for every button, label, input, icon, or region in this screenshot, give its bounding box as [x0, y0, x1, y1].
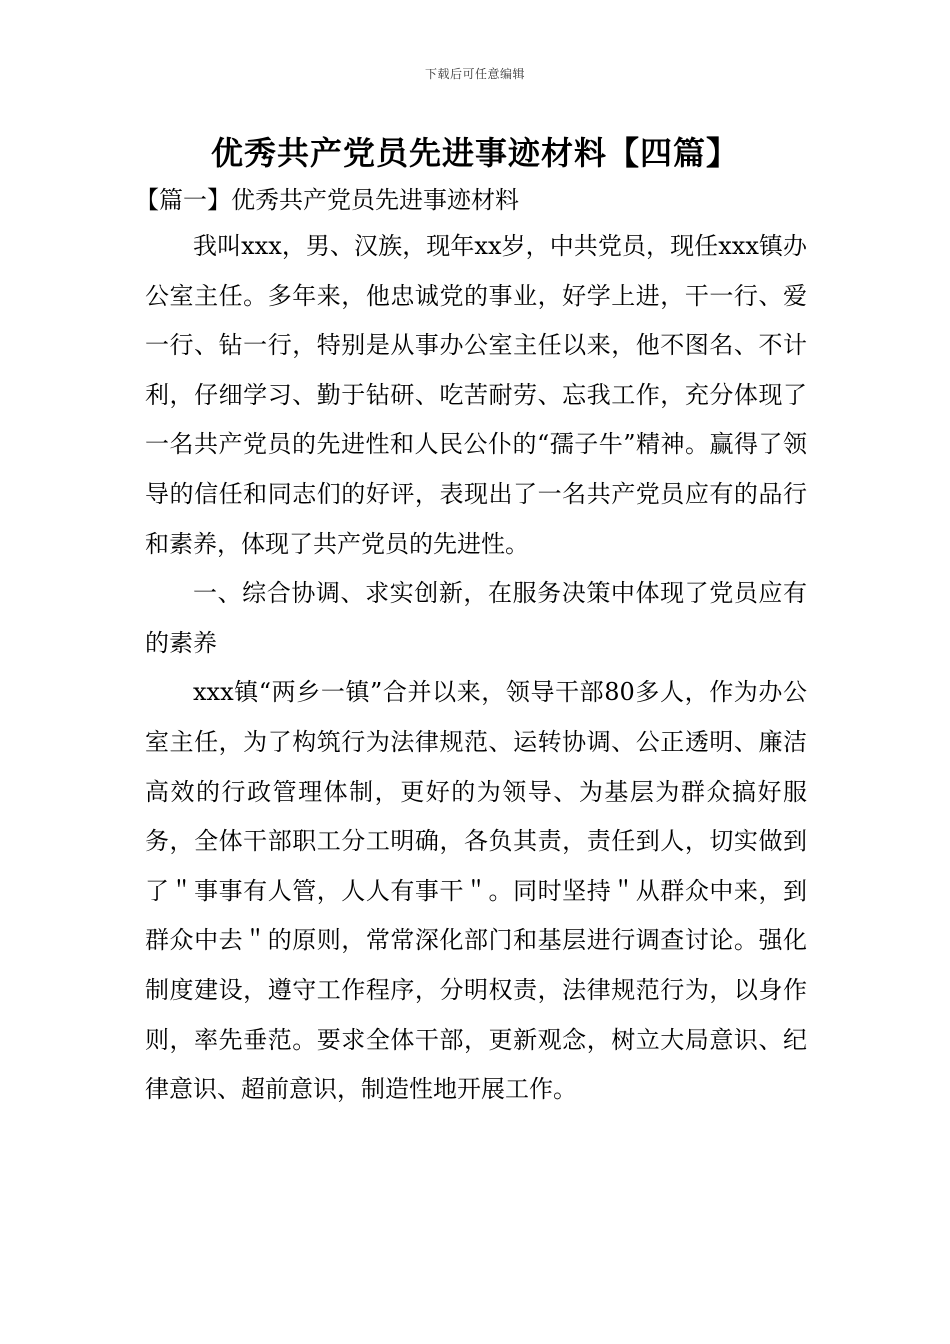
- document-title: 优秀共产党员先进事迹材料【四篇】: [210, 134, 739, 172]
- page-header-note: 下载后可任意编辑: [424, 67, 525, 81]
- paragraph-intro: 我叫xxx，男、汉族，现年xx岁，中共党员，现任xxx镇办公室主任。多年来，他忠诚党的事业，好学上进，干一行、爱一行、钻一行，特别是从事办公室主任以来，他不图名、不计利，仔细学习、勤于钻研、吃苦耐劳、忘我工作，充分体现了一名共产党员的先进性和人民公仆的“孺子牛”精神。赢得了领导的信任和同志们的好评，表现出了一名共产党员应有的品行和素养，体现了共产党员的先进性。: [145, 232, 807, 558]
- section-heading: 【篇一】优秀共产党员先进事迹材料: [135, 186, 519, 214]
- paragraph-subheading-one: 一、综合协调、求实创新，在服务决策中体现了党员应有的素养: [145, 579, 807, 657]
- paragraph-body: xxx镇“两乡一镇”合并以来，领导干部80多人，作为办公室主任，为了构筑行为法律规范、运转协调、公正透明、廉洁高效的行政管理体制，更好的为领导、为基层为群众搞好服务，全体干部职工分工明确，各负其责，责任到人，切实做到了＂事事有人管，人人有事干＂。同时坚持＂从群众中来，到群众中去＂的原则，常常深化部门和基层进行调查讨论。强化制度建设，遵守工作程序，分明权责，法律规范行为，以身作则，率先垂范。要求全体干部，更新观念，树立大局意识、纪律意识、超前意识，制造性地开展工作。: [145, 678, 807, 1104]
- document-body: [135, 180, 807, 1115]
